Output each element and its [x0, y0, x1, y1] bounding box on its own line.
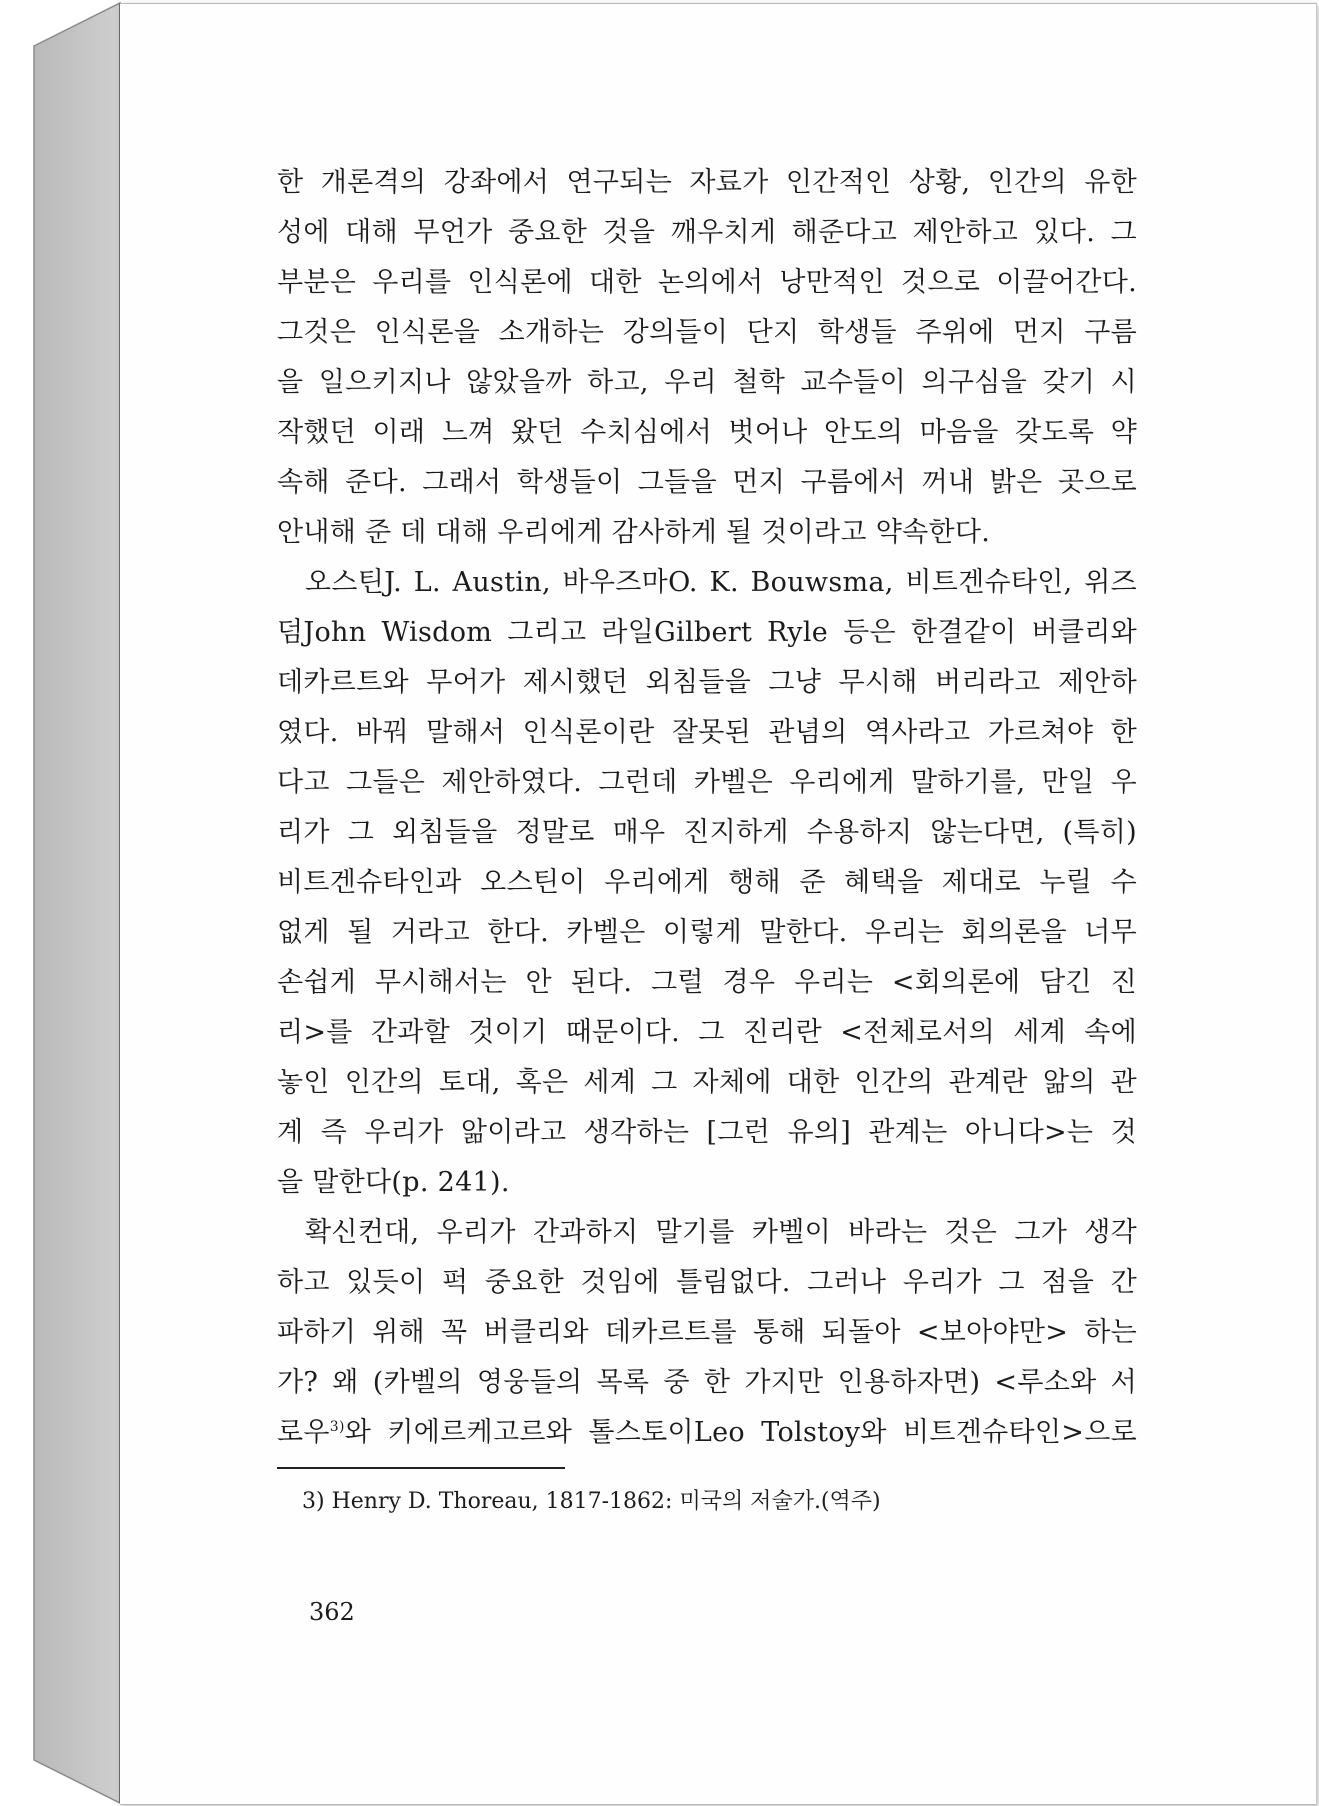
text-line: 그것은 인식론을 소개하는 강의들이 단지 학생들 주위에 먼지 구름: [277, 317, 1137, 348]
text-line: 가? 왜 (카벨의 영웅들의 목록 중 한 가지만 인용하자면) <루소와 서: [277, 1367, 1137, 1398]
text-line: 데카르트와 무어가 제시했던 외침들을 그냥 무시해 버리라고 제안하: [277, 667, 1137, 698]
text-line: 파하기 위해 꼭 버클리와 데카르트를 통해 되돌아 <보아야만> 하는: [277, 1317, 1137, 1348]
text-line: 을 말한다(p. 241).: [277, 1167, 510, 1198]
text-line: 손쉽게 무시해서는 안 된다. 그럴 경우 우리는 <회의론에 담긴 진: [277, 967, 1137, 998]
text-line: 덤John Wisdom 그리고 라일Gilbert Ryle 등은 한결같이 버클리와: [277, 617, 1137, 648]
text-line: 오스틴J. L. Austin, 바우즈마O. K. Bouwsma, 비트겐슈타인, 위즈: [305, 567, 1137, 598]
text-line: 을 일으키지나 않았을까 하고, 우리 철학 교수들이 의구심을 갖기 시: [277, 367, 1137, 398]
text-line: 속해 준다. 그래서 학생들이 그들을 먼지 구름에서 꺼내 밝은 곳으로: [277, 467, 1137, 498]
footnote-divider: [277, 1467, 565, 1469]
body-text: [277, 158, 1137, 1458]
text-line: 리가 그 외침들을 정말로 매우 진지하게 수용하지 않는다면, (특히): [277, 817, 1137, 848]
text-line: 작했던 이래 느껴 왔던 수치심에서 벗어나 안도의 마음을 갖도록 약: [277, 417, 1137, 448]
text-fragment: 와 키에르케고르와 톨스토이Leo Tolstoy와 비트겐슈타인>으로: [344, 1417, 1137, 1448]
text-line: 계 즉 우리가 앎이라고 생각하는 [그런 유의] 관계는 아니다>는 것: [277, 1117, 1137, 1148]
text-line: 확신컨대, 우리가 간과하지 말기를 카벨이 바라는 것은 그가 생각: [305, 1217, 1137, 1248]
text-line: 하고 있듯이 퍽 중요한 것임에 틀림없다. 그러나 우리가 그 점을 간: [277, 1267, 1137, 1298]
text-line: 한 개론격의 강좌에서 연구되는 자료가 인간적인 상황, 인간의 유한: [277, 167, 1137, 198]
text-line: 였다. 바꿔 말해서 인식론이란 잘못된 관념의 역사라고 가르쳐야 한: [277, 717, 1137, 748]
text-line: 비트겐슈타인과 오스틴이 우리에게 행해 준 혜택을 제대로 누릴 수: [277, 867, 1137, 898]
text-line: 없게 될 거라고 한다. 카벨은 이렇게 말한다. 우리는 회의론을 너무: [277, 917, 1137, 948]
text-line-with-footnote-ref: [277, 1408, 1137, 1458]
page-number: 362: [309, 1598, 355, 1626]
text-line: 안내해 준 데 대해 우리에게 감사하게 될 것이라고 약속한다.: [277, 517, 991, 548]
text-fragment: 로우: [277, 1417, 330, 1448]
footnote: 3) Henry D. Thoreau, 1817-1862: 미국의 저술가.(역주): [302, 1489, 881, 1514]
text-line: 부분은 우리를 인식론에 대한 논의에서 낭만적인 것으로 이끌어간다.: [277, 267, 1137, 298]
text-line: 리>를 간과할 것이기 때문이다. 그 진리란 <전체로서의 세계 속에: [277, 1017, 1137, 1048]
text-line: 놓인 인간의 토대, 혹은 세계 그 자체에 대한 인간의 관계란 앎의 관: [277, 1067, 1137, 1098]
text-line: 성에 대해 무언가 중요한 것을 깨우치게 해준다고 제안하고 있다. 그: [277, 217, 1137, 248]
footnote-reference: 3): [329, 1419, 345, 1435]
text-line: 다고 그들은 제안하였다. 그런데 카벨은 우리에게 말하기를, 만일 우: [277, 767, 1137, 798]
